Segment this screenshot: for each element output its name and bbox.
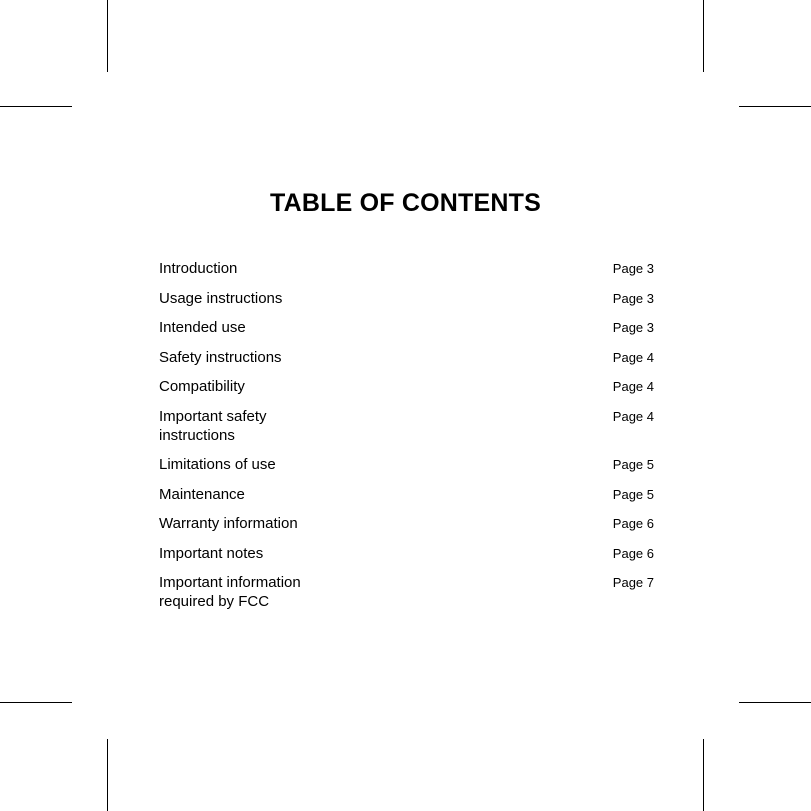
toc-entry-page: Page 3 (612, 320, 654, 335)
toc-entry-page: Page 5 (612, 457, 654, 472)
toc-entry-compatibility[interactable] (159, 377, 654, 407)
toc-entry-intended-use[interactable] (159, 318, 654, 348)
toc-entry-maintenance[interactable] (159, 485, 654, 515)
crop-mark-bottom-left-vertical (107, 739, 108, 811)
toc-entry-title: Important information required by FCC (159, 574, 301, 610)
crop-mark-top-right-horizontal (739, 106, 811, 107)
crop-mark-bottom-right-horizontal (739, 702, 811, 703)
toc-entry-title: Introduction (159, 260, 238, 277)
toc-list (159, 259, 654, 622)
toc-entry-page: Page 4 (612, 349, 654, 365)
toc-entry-title: Warranty information (159, 515, 298, 532)
crop-mark-bottom-left-horizontal (0, 702, 72, 703)
toc-entry-title: Usage instructions (159, 289, 283, 307)
toc-entry-title: Limitations of use (159, 456, 276, 473)
toc-entry-title: Safety instructions (159, 348, 282, 366)
toc-entry-important-notes[interactable] (159, 544, 654, 574)
toc-entry-limitations-of-use[interactable] (159, 455, 654, 485)
crop-mark-bottom-right-vertical (703, 739, 704, 811)
crop-mark-top-right-vertical (703, 0, 704, 72)
toc-entry-page: Page 4 (612, 379, 654, 394)
page-title: TABLE OF CONTENTS (270, 189, 541, 217)
toc-entry-title: Maintenance (159, 485, 245, 503)
toc-entry-page: Page 4 (612, 408, 654, 424)
toc-entry-page: Page 3 (612, 290, 654, 306)
toc-entry-safety-instructions[interactable] (159, 348, 654, 378)
toc-entry-page: Page 6 (612, 545, 654, 561)
toc-entry-warranty-information[interactable] (159, 514, 654, 544)
toc-entry-page: Page 3 (612, 261, 654, 276)
toc-entry-title: Important notes (159, 544, 264, 562)
toc-entry-title: Intended use (159, 319, 246, 336)
toc-entry-important-information-fcc[interactable] (159, 573, 654, 622)
toc-entry-page: Page 5 (612, 486, 654, 502)
toc-entry-usage-instructions[interactable] (159, 289, 654, 319)
crop-mark-top-left-vertical (107, 0, 108, 72)
toc-entry-introduction[interactable] (159, 259, 654, 289)
toc-entry-title: Compatibility (159, 378, 245, 395)
crop-mark-top-left-horizontal (0, 106, 72, 107)
toc-entry-page: Page 6 (612, 516, 654, 531)
toc-entry-important-safety-instructions[interactable] (159, 407, 654, 456)
toc-entry-title: Important safety instructions (159, 407, 267, 444)
toc-entry-page: Page 7 (612, 575, 654, 590)
